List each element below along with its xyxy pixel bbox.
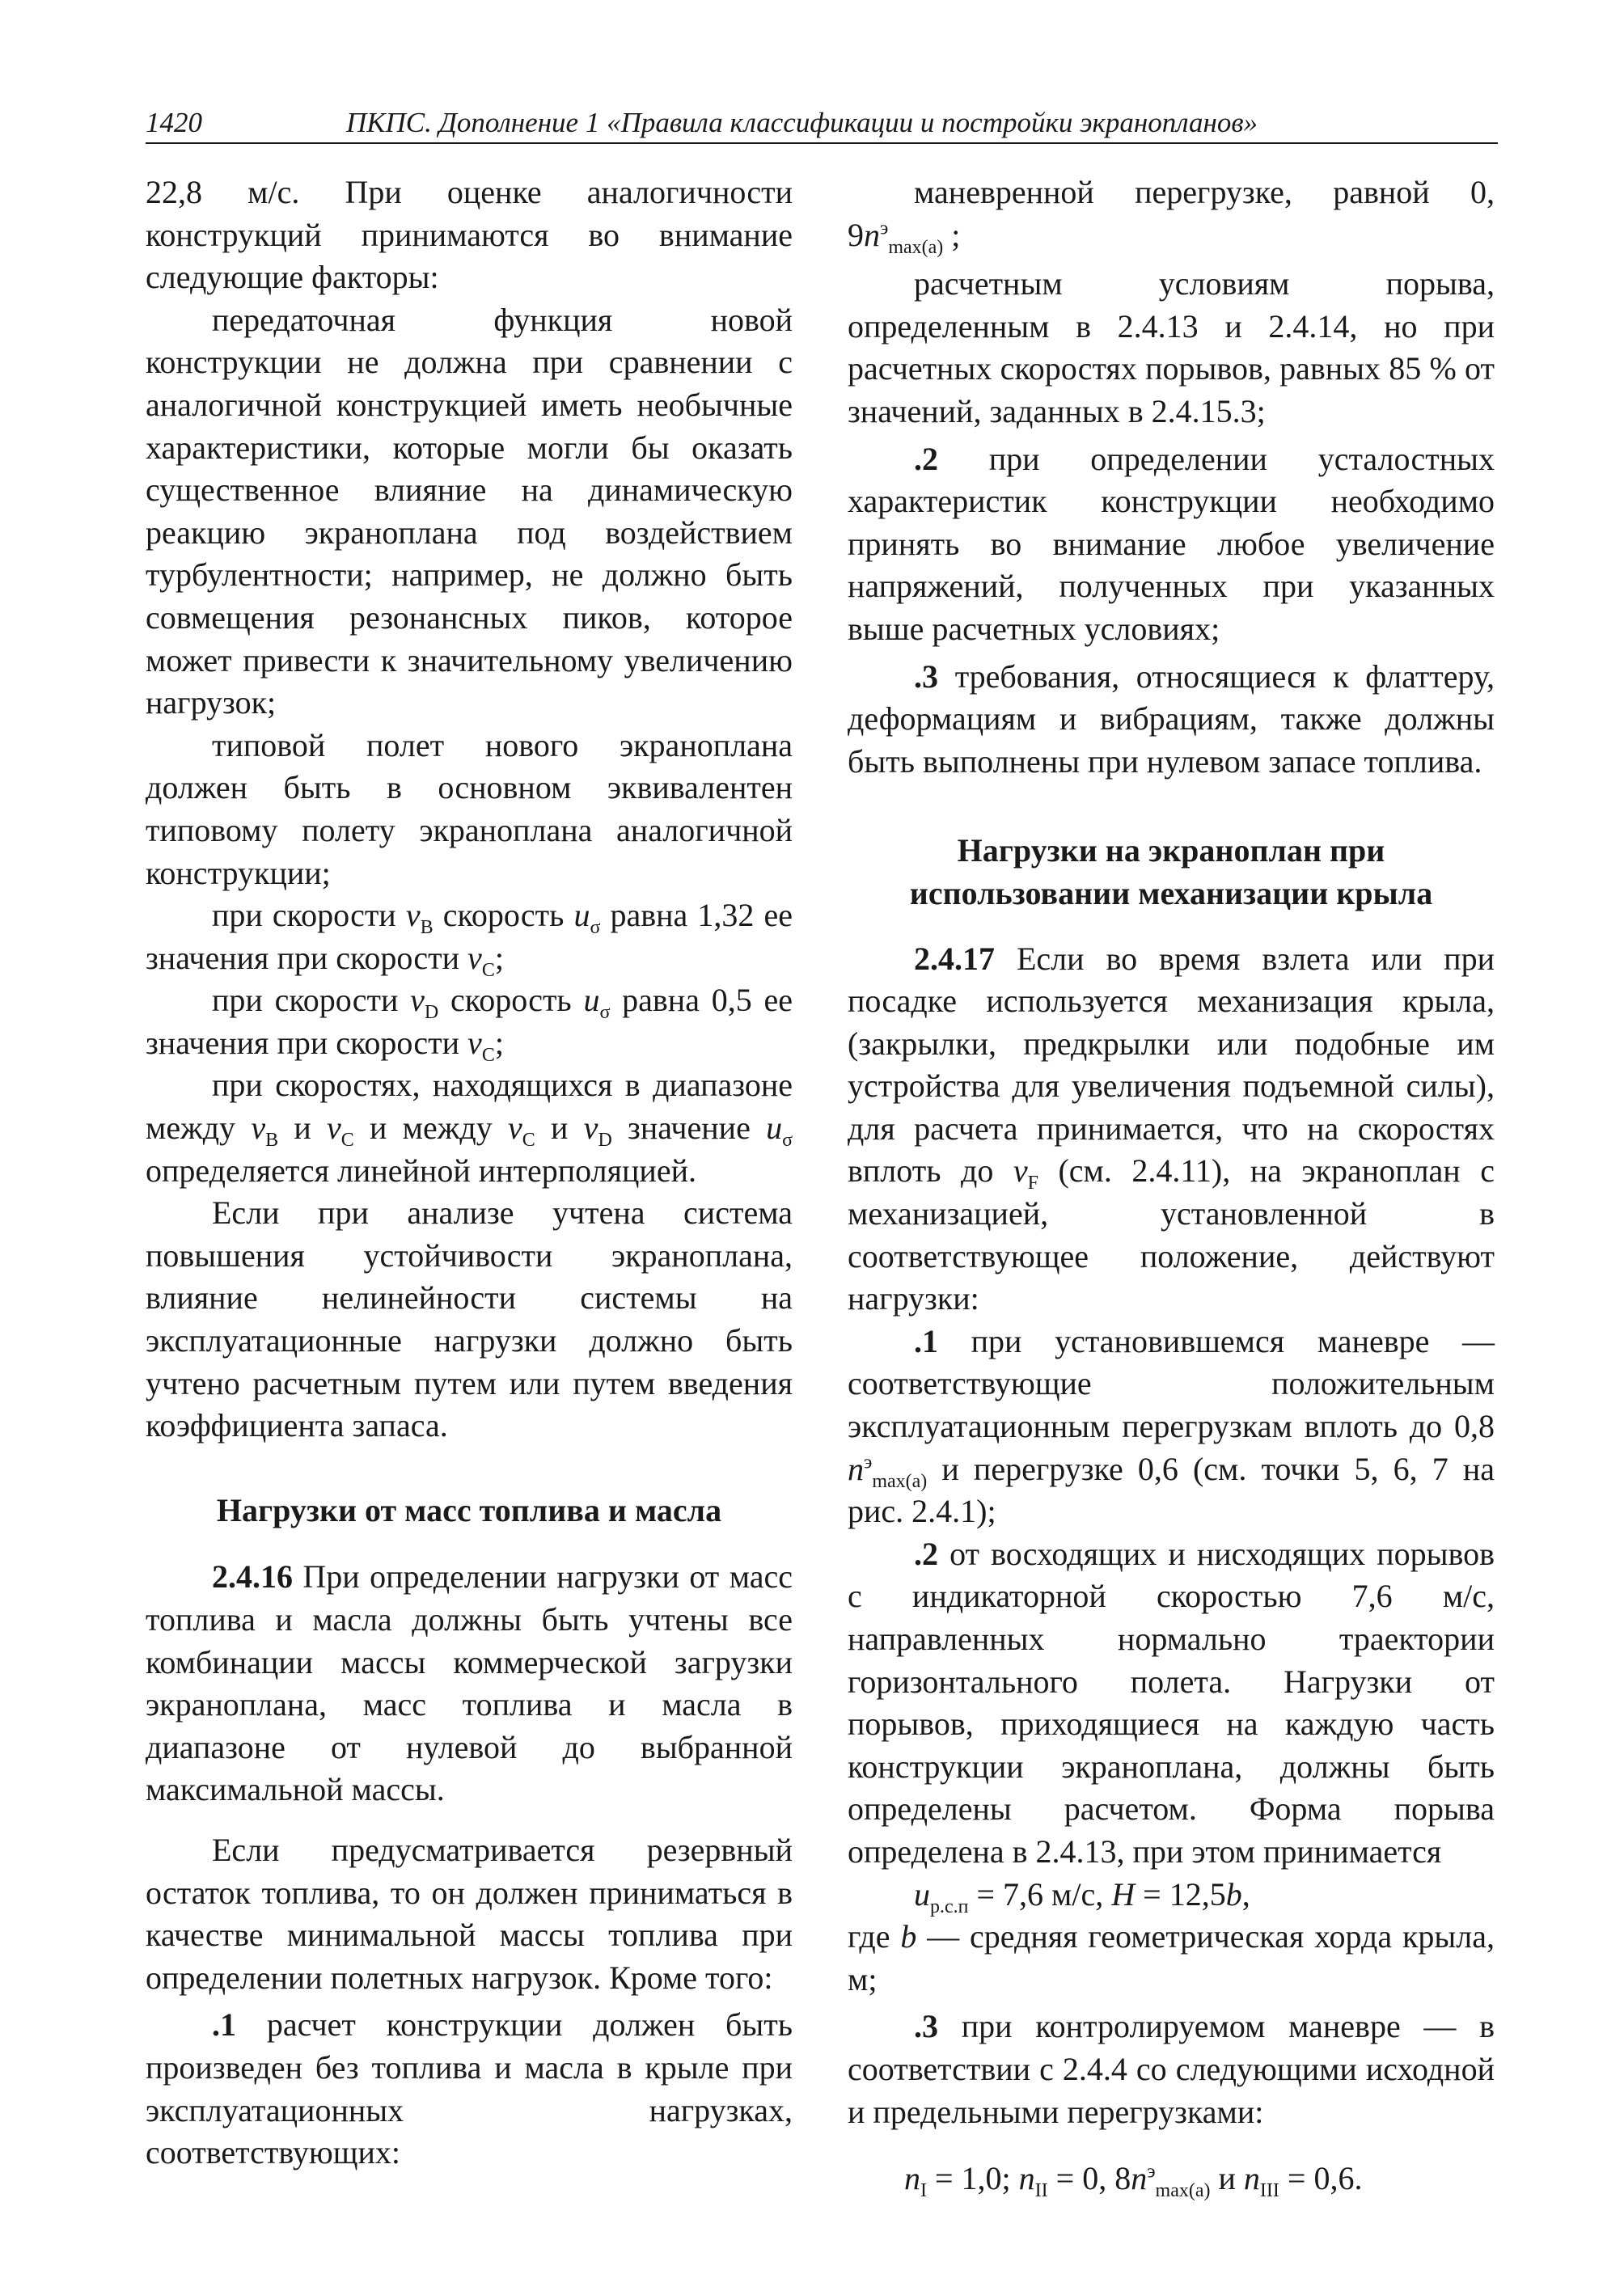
- formula: $u_{р.с.п} = 7,6$ м/с, H = 12,5b,: [914, 1875, 1250, 1917]
- paragraph: Если предусматривается резервный остаток топлива, то он должен приниматься в качестве минимальной массы топлива при определении полетных нагрузок. Кроме того:: [146, 1831, 793, 1996]
- left-column: [146, 171, 793, 2175]
- paragraph: 2.4.16 При определении нагрузки от масс топлива и масла должны быть учтены все комбинации массы коммерческой загрузки экраноплана, масс топлива и масла в диапазоне от нулевой до выбранной максимальной массы.: [146, 1558, 793, 1808]
- paragraph: 22,8 м/с. При оценке аналогичности конструкций принимаются во внимание следующие факторы:: [146, 174, 793, 296]
- paragraph: передаточная функция новой конструкции не должна при сравнении с аналогичной конструкцией иметь необычные характеристики, которые могли бы оказать существенное влияние на динамическую реакцию экраноплана под воздействием турбулентности; например, не должно быть совмещения резонансных пиков, которое может привести к значительному увеличению нагрузок;: [146, 301, 793, 721]
- section-heading: Нагрузки от масс топлива и масла: [216, 1491, 722, 1528]
- paragraph: Если при анализе учтена система повышения устойчивости экраноплана, влияние нелинейности системы на эксплуатационные нагрузки должно быть учтено расчетным путем или путем введения коэффициента запаса.: [146, 1194, 793, 1444]
- paragraph: .1 расчет конструкции должен быть произведен без топлива и масла в крыле при эксплуатационных нагрузках, соответствующих:: [146, 2006, 793, 2171]
- paragraph: типовой полет нового экраноплана должен быть в основном эквивалентен типовому полету экраноплана аналогичной конструкции;: [146, 726, 793, 891]
- paragraph: 2.4.17 Если во время взлета или при посадке используется механизация крыла, (закрылки, предкрылки или подобные им устройства для увеличения подъемной силы), для расчета принимается, что на скоростях вплоть до $v_F$ (см. 2.4.11), на экраноплан с механизацией, установленной в соответствующее положение, действуют нагрузки:: [848, 940, 1495, 1317]
- paragraph: маневренной перегрузке, равной 0, $9n^э_{max(a)}$ ;: [848, 174, 1495, 258]
- paragraph: расчетным условиям порыва, определенным в 2.4.13 и 2.4.14, но при расчетных скоростях порывов, равных 85 % от значений, заданных в 2.4.15.3;: [848, 265, 1495, 429]
- paragraph: .2 при определении усталостных характеристик конструкции необходимо принять во внимание любое увеличение напряжений, полученных при указанных выше расчетных условиях;: [848, 440, 1495, 647]
- right-column: [848, 171, 1495, 2200]
- paragraph: .1 при установившемся маневре — соответствующие положительным эксплуатационным перегрузкам вплоть до 0,8 $n^э_{max(a)}$ и перегрузке 0,6 (см. точки 5, 6, 7 на рис. 2.4.1);: [848, 1322, 1495, 1530]
- paragraph: .3 требования, относящиеся к флаттеру, деформациям и вибрациям, также должны быть выполнены при нулевом запасе топлива.: [848, 657, 1495, 780]
- paragraph: при скоростях, находящихся в диапазоне между $v_B$ и $v_C$ и между $v_C$ и $v_D$ значение $u_\sigma$ определяется линейной интерполяцией.: [146, 1067, 793, 1189]
- paragraph: где b — средняя геометрическая хорда крыла, м;: [848, 1918, 1495, 1997]
- running-title: ПКПС. Дополнение 1 «Правила классификации и постройки экранопланов»: [346, 107, 1258, 138]
- running-header: [146, 104, 1498, 144]
- paragraph: при скорости $v_B$ скорость $u_\sigma$ равна 1,32 ее значения при скорости $v_C$;: [146, 897, 793, 981]
- paragraph: при скорости $v_D$ скорость $u_\sigma$ равна 0,5 ее значения при скорости $v_C$;: [146, 982, 793, 1066]
- section-heading: Нагрузки на экраноплан при использовании механизации крыла: [909, 832, 1433, 911]
- paragraph: .3 при контролируемом маневре — в соответствии с 2.4.4 со следующими исходной и предельными перегрузками:: [848, 2008, 1495, 2130]
- formula: $n_I = 1,0$; $n_{II} = 0$, $8n^э_{max(a)}$ и $n_{III} = 0,6$.: [904, 2160, 1363, 2202]
- paragraph: .2 от восходящих и нисходящих порывов с индикаторной скоростью 7,6 м/с, направленных нормально траектории горизонтального полета. Нагрузки от порывов, приходящиеся на каждую часть конструкции экраноплана, должны быть определены расчетом. Форма порыва определена в 2.4.13, при этом принимается: [848, 1535, 1495, 1870]
- page-number: 1420: [146, 107, 202, 138]
